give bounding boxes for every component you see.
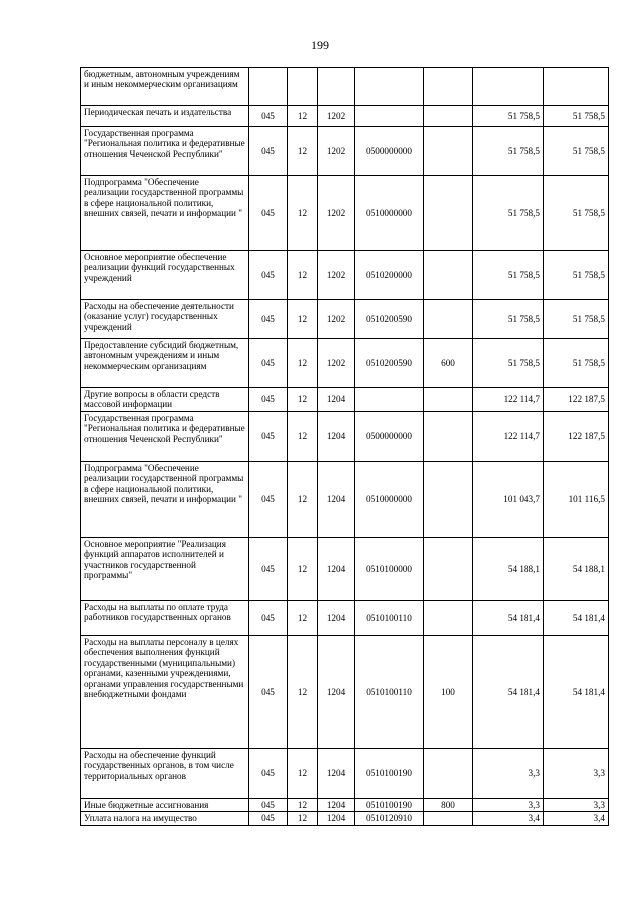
- cell-expense-type: [424, 106, 473, 127]
- cell-target-article: 0500000000: [355, 412, 424, 462]
- cell-expense-type: 600: [424, 339, 473, 388]
- table-row: [81, 68, 609, 106]
- cell-ved: 045: [249, 538, 288, 601]
- cell-section: 12: [288, 462, 318, 538]
- cell-sum-year2: 51 758,5: [544, 106, 609, 127]
- cell-subsection: 1202: [318, 251, 355, 300]
- cell-expense-type: [424, 251, 473, 300]
- cell-ved: 045: [249, 412, 288, 462]
- cell-target-article: 0510200000: [355, 251, 424, 300]
- cell-name: Иные бюджетные ассигнования: [81, 799, 249, 812]
- table-row: [81, 636, 609, 749]
- cell-ved: 045: [249, 601, 288, 636]
- cell-subsection: 1204: [318, 538, 355, 601]
- cell-target-article: 0510000000: [355, 176, 424, 251]
- cell-ved: 045: [249, 339, 288, 388]
- cell-target-article: [355, 388, 424, 412]
- cell-expense-type: [424, 538, 473, 601]
- cell-sum-year2: 51 758,5: [544, 251, 609, 300]
- cell-expense-type: [424, 388, 473, 412]
- cell-section: 12: [288, 636, 318, 749]
- cell-section: 12: [288, 106, 318, 127]
- cell-section: 12: [288, 812, 318, 825]
- cell-ved: 045: [249, 799, 288, 812]
- cell-expense-type: [424, 68, 473, 106]
- cell-sum-year1: 101 043,7: [473, 462, 544, 538]
- cell-sum-year2: 122 187,5: [544, 388, 609, 412]
- cell-target-article: 0510100190: [355, 799, 424, 812]
- cell-target-article: 0510200590: [355, 300, 424, 339]
- cell-name: Периодическая печать и издательства: [81, 106, 249, 127]
- cell-subsection: 1204: [318, 601, 355, 636]
- cell-sum-year2: [544, 68, 609, 106]
- cell-name: Основное мероприятие обеспечение реализации функций государственных учреждений: [81, 251, 249, 300]
- cell-section: 12: [288, 339, 318, 388]
- cell-target-article: 0500000000: [355, 127, 424, 176]
- table-row: [81, 106, 609, 127]
- cell-sum-year1: 54 181,4: [473, 636, 544, 749]
- cell-name: Предоставление субсидий бюджетным, автономным учреждениям и иным некоммерческим организациям: [81, 339, 249, 388]
- cell-subsection: 1202: [318, 339, 355, 388]
- cell-target-article: [355, 68, 424, 106]
- cell-expense-type: [424, 462, 473, 538]
- cell-subsection: 1204: [318, 462, 355, 538]
- table-row: [81, 538, 609, 601]
- cell-name: Подпрограмма "Обеспечение реализации государственной программы в сфере национальной политики, внешних связей, печати и информации ": [81, 462, 249, 538]
- cell-ved: 045: [249, 300, 288, 339]
- cell-sum-year2: 122 187,5: [544, 412, 609, 462]
- cell-sum-year1: 54 188,1: [473, 538, 544, 601]
- cell-section: 12: [288, 176, 318, 251]
- cell-name: Основное мероприятие "Реализация функций аппаратов исполнителей и участников государственной программы": [81, 538, 249, 601]
- cell-target-article: 0510100190: [355, 749, 424, 799]
- table-row: [81, 127, 609, 176]
- cell-section: 12: [288, 388, 318, 412]
- cell-subsection: [318, 68, 355, 106]
- cell-sum-year2: 51 758,5: [544, 339, 609, 388]
- budget-table: [80, 67, 609, 826]
- cell-expense-type: 800: [424, 799, 473, 812]
- cell-subsection: 1202: [318, 176, 355, 251]
- cell-sum-year2: 54 181,4: [544, 601, 609, 636]
- cell-expense-type: [424, 749, 473, 799]
- cell-name: Расходы на обеспечение деятельности (оказание услуг) государственных учреждений: [81, 300, 249, 339]
- cell-sum-year2: 54 188,1: [544, 538, 609, 601]
- cell-subsection: 1204: [318, 812, 355, 825]
- cell-subsection: 1204: [318, 388, 355, 412]
- cell-target-article: 0510100110: [355, 636, 424, 749]
- cell-sum-year1: [473, 68, 544, 106]
- cell-sum-year1: 3,4: [473, 812, 544, 825]
- cell-sum-year1: 122 114,7: [473, 388, 544, 412]
- cell-section: [288, 68, 318, 106]
- cell-expense-type: [424, 176, 473, 251]
- cell-expense-type: [424, 300, 473, 339]
- table-row: [81, 601, 609, 636]
- table-row: [81, 799, 609, 812]
- cell-name: Расходы на обеспечение функций государственных органов, в том числе территориальных органов: [81, 749, 249, 799]
- cell-ved: 045: [249, 812, 288, 825]
- cell-ved: 045: [249, 462, 288, 538]
- cell-section: 12: [288, 749, 318, 799]
- table-row: [81, 388, 609, 412]
- cell-name: Другие вопросы в области средств массовой информации: [81, 388, 249, 412]
- cell-subsection: 1202: [318, 106, 355, 127]
- cell-expense-type: [424, 812, 473, 825]
- cell-expense-type: 100: [424, 636, 473, 749]
- cell-target-article: 0510200590: [355, 339, 424, 388]
- cell-name: Уплата налога на имущество: [81, 812, 249, 825]
- table-row: [81, 176, 609, 251]
- cell-name: Расходы на выплаты по оплате труда работников государственных органов: [81, 601, 249, 636]
- cell-subsection: 1204: [318, 412, 355, 462]
- cell-sum-year2: 51 758,5: [544, 300, 609, 339]
- cell-sum-year1: 54 181,4: [473, 601, 544, 636]
- cell-ved: [249, 68, 288, 106]
- cell-sum-year2: 51 758,5: [544, 127, 609, 176]
- cell-target-article: 0510100000: [355, 538, 424, 601]
- cell-sum-year1: 3,3: [473, 799, 544, 812]
- cell-expense-type: [424, 412, 473, 462]
- cell-sum-year1: 51 758,5: [473, 339, 544, 388]
- table-row: [81, 412, 609, 462]
- cell-sum-year1: 51 758,5: [473, 176, 544, 251]
- cell-subsection: 1204: [318, 636, 355, 749]
- cell-section: 12: [288, 127, 318, 176]
- cell-sum-year2: 3,3: [544, 749, 609, 799]
- cell-sum-year1: 122 114,7: [473, 412, 544, 462]
- cell-sum-year1: 51 758,5: [473, 106, 544, 127]
- table-body: [81, 68, 609, 826]
- cell-expense-type: [424, 601, 473, 636]
- cell-sum-year1: 3,3: [473, 749, 544, 799]
- cell-name: Государственная программа "Региональная политика и федеративные отношения Чеченской Республики": [81, 412, 249, 462]
- cell-subsection: 1204: [318, 799, 355, 812]
- cell-target-article: 0510000000: [355, 462, 424, 538]
- table-row: [81, 300, 609, 339]
- cell-sum-year2: 54 181,4: [544, 636, 609, 749]
- cell-ved: 045: [249, 176, 288, 251]
- cell-ved: 045: [249, 749, 288, 799]
- cell-sum-year2: 3,4: [544, 812, 609, 825]
- cell-sum-year2: 51 758,5: [544, 176, 609, 251]
- cell-target-article: 0510100110: [355, 601, 424, 636]
- table-row: [81, 462, 609, 538]
- table-row: [81, 749, 609, 799]
- cell-ved: 045: [249, 388, 288, 412]
- cell-subsection: 1202: [318, 127, 355, 176]
- cell-section: 12: [288, 251, 318, 300]
- cell-sum-year2: 101 116,5: [544, 462, 609, 538]
- table-row: [81, 812, 609, 825]
- cell-sum-year1: 51 758,5: [473, 300, 544, 339]
- cell-section: 12: [288, 799, 318, 812]
- cell-name: Расходы на выплаты персоналу в целях обеспечения выполнения функций государственными (муниципальными) органами, казенными учреждениями, органами управления государственными внебюджетными фондами: [81, 636, 249, 749]
- cell-name: Подпрограмма "Обеспечение реализации государственной программы в сфере национальной политики, внешних связей, печати и информации ": [81, 176, 249, 251]
- cell-section: 12: [288, 538, 318, 601]
- cell-ved: 045: [249, 127, 288, 176]
- cell-section: 12: [288, 300, 318, 339]
- table-row: [81, 251, 609, 300]
- cell-section: 12: [288, 412, 318, 462]
- cell-name: бюджетным, автономным учреждениям и иным некоммерческим организациям: [81, 68, 249, 106]
- table-row: [81, 339, 609, 388]
- cell-subsection: 1204: [318, 749, 355, 799]
- page-number: 199: [311, 38, 329, 52]
- cell-sum-year1: 51 758,5: [473, 127, 544, 176]
- cell-target-article: [355, 106, 424, 127]
- cell-subsection: 1202: [318, 300, 355, 339]
- cell-ved: 045: [249, 251, 288, 300]
- cell-expense-type: [424, 127, 473, 176]
- cell-sum-year1: 51 758,5: [473, 251, 544, 300]
- cell-section: 12: [288, 601, 318, 636]
- cell-name: Государственная программа "Региональная политика и федеративные отношения Чеченской Республики": [81, 127, 249, 176]
- cell-sum-year2: 3,3: [544, 799, 609, 812]
- cell-ved: 045: [249, 106, 288, 127]
- cell-ved: 045: [249, 636, 288, 749]
- cell-target-article: 0510120910: [355, 812, 424, 825]
